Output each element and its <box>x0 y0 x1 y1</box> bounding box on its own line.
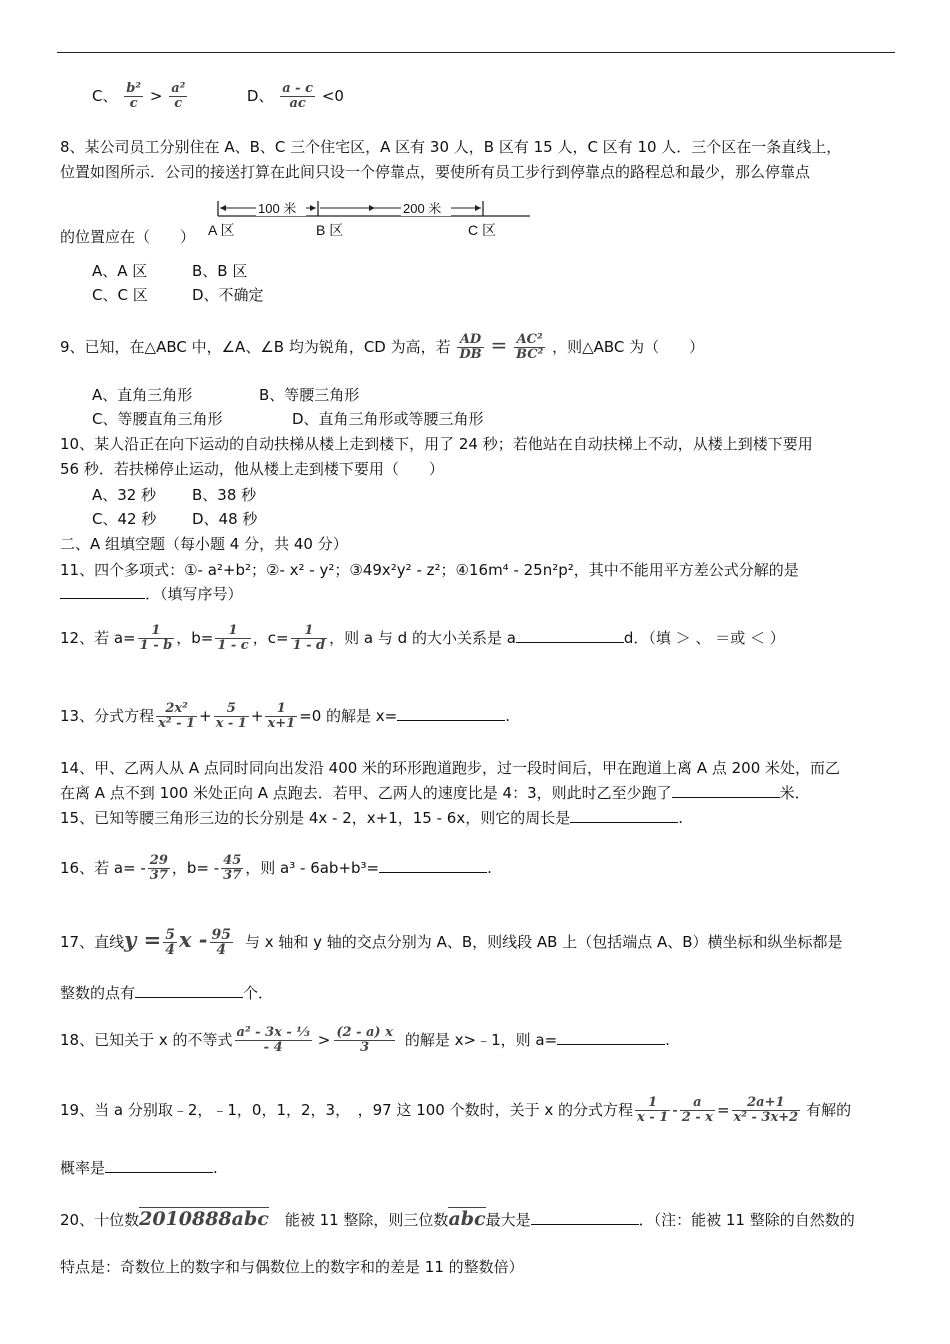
q15-answer-blank[interactable] <box>570 808 678 823</box>
q10-option-d: D、48 秒 <box>192 510 258 528</box>
fraction-inequality-left: $\frac{\text{a² - 3x - ⅓}}{- 4}$ <box>236 1025 310 1055</box>
fraction-5-over-4: $\frac{5}{4}$ <box>165 927 175 958</box>
fraction-inequality-right: $\frac{(2 - a) x}{3}$ <box>336 1025 393 1055</box>
q19-answer-blank[interactable] <box>105 1158 213 1173</box>
q8-option-c: C、C 区 <box>92 286 148 304</box>
q10-option-a: A、32 秒 <box>92 486 157 504</box>
overlined-number-2010888abc: 2010888abc <box>139 1208 269 1230</box>
equation-y-equals: y = <box>124 927 162 952</box>
fraction-ad-over-db: $\frac{AD}{DB}$ <box>459 332 482 362</box>
fraction-a2-over-c: $\frac{\text{a²}}{c}$ <box>171 81 186 111</box>
q20-answer-blank[interactable] <box>531 1210 639 1225</box>
q13-line: 13、分式方程 $\frac{\text{2x²}}{\text{x² - 1}}$ + $\frac{5}{x - 1}$ + $\frac{1}{x+1}$ =0 的解是 x= . <box>60 701 511 731</box>
q8-line3: 的位置应在（ ） <box>60 228 196 246</box>
q11-line2: ．（填写序号） <box>60 584 243 604</box>
q9-option-a: A、直角三角形 <box>92 386 193 404</box>
q8-options-row1 <box>92 261 247 281</box>
q11-answer-blank[interactable] <box>60 584 145 599</box>
fraction-ac2-over-bc2: $\frac{\text{AC²}}{\text{BC²}}$ <box>516 332 544 362</box>
fraction-2a-plus-1-over-quadratic: $\frac{2a+1}{\text{x² - 3x+2}}$ <box>733 1095 799 1125</box>
q17-answer-blank[interactable] <box>135 983 243 998</box>
q8-distance-diagram <box>200 193 540 243</box>
q16-line: 16、若 a= - $\frac{29}{37}$ ，b= - $\frac{45}{37}$ ，则 a³ - 6ab+b³= . <box>60 853 492 883</box>
label-area-c: C 区 <box>468 222 496 238</box>
label-dist-ab: 100 米 <box>258 201 297 216</box>
q11-line1: 11、四个多项式：①- a²+b²；②- x² - y²；③49x²y² - z²；④16m⁴ - 25n²p²，其中不能用平方差公式分解的是 <box>60 561 799 579</box>
fraction-45-over-37: $\frac{45}{37}$ <box>223 853 242 883</box>
header-rule <box>57 52 895 53</box>
fraction-1-over-1-minus-c: $\frac{1}{1 - c}$ <box>217 623 249 653</box>
q9-option-d: D、直角三角形或等腰三角形 <box>292 410 484 428</box>
fraction-a-over-2-minus-x: $\frac{a}{2 - x}$ <box>681 1095 713 1125</box>
q9-options-row2 <box>92 409 484 429</box>
q19-line1: 19、当 a 分别取﹣2，﹣1，0，1，2，3， ，97 这 100 个数时，关于 x 的分式方程 $\frac{1}{x - 1}$ - $\frac{a}{2 - x}$ = $\frac{2a+1}{\text{x² - 3x+2}}$ 有解的 <box>60 1095 852 1125</box>
q20-line1: 20、十位数2010888abc 能被 11 整除，则三位数abc最大是 ．（注：能被 11 整除的自然数的 <box>60 1208 855 1230</box>
q9-line1: 9、已知，在△ABC 中，∠A、∠B 均为锐角，CD 为高，若 $\frac{AD}{DB}$ = $\frac{\text{AC²}}{\text{BC²}}$ ，则△ABC 为（ ） <box>60 332 705 362</box>
q8-line2: 位置如图所示．公司的接送打算在此间只设一个停靠点，要使所有员工步行到停靠点的路程总和最少，那么停靠点 <box>60 163 811 181</box>
q14-answer-blank[interactable] <box>672 783 780 798</box>
q18-line: 18、已知关于 x 的不等式 $\frac{\text{a² - 3x - ⅓}}{- 4}$ > $\frac{(2 - a) x}{3}$ 的解是 x>﹣1，则 a= . <box>60 1025 670 1055</box>
q10-options-row2 <box>92 509 257 529</box>
q7-options: C、 $\frac{\text{b²}}{c}$ > $\frac{\text{a²}}{c}$ D、 $\frac{a - c}{ac}$ <0 <box>92 81 344 111</box>
fraction-5-over-x-minus-1: $\frac{5}{x - 1}$ <box>215 701 247 731</box>
fraction-95-over-4: $\frac{95}{4}$ <box>211 927 231 958</box>
label-dist-bc: 200 米 <box>403 201 442 216</box>
option-d-label: D、 <box>246 87 274 105</box>
q8-option-d: D、不确定 <box>192 286 264 304</box>
q9-options-row1 <box>92 385 359 405</box>
label-area-b: B 区 <box>316 222 344 238</box>
fraction-1-over-x-minus-1: $\frac{1}{x - 1}$ <box>637 1095 669 1125</box>
q8-options-row2 <box>92 285 264 305</box>
q10-option-c: C、42 秒 <box>92 510 157 528</box>
fraction-2x2-over-x2-minus-1: $\frac{\text{2x²}}{\text{x² - 1}}$ <box>158 701 196 731</box>
q12-answer-blank[interactable] <box>516 628 624 643</box>
q14-line2: 在离 A 点不到 100 米处正向 A 点跑去．若甲、乙两人的速度比是 4：3，则此时乙至少跑了 米． <box>60 784 810 802</box>
fraction-1-over-1-minus-d: $\frac{1}{1 - d}$ <box>292 623 326 653</box>
fraction-1-over-x-plus-1: $\frac{1}{x+1}$ <box>267 701 296 731</box>
q20-line2: 特点是：奇数位上的数字和与偶数位上的数字和的差是 11 的整数倍） <box>60 1258 524 1276</box>
fraction-b2-over-c: $\frac{\text{b²}}{c}$ <box>126 81 142 111</box>
q15-line: 15、已知等腰三角形三边的长分别是 4x - 2，x+1，15 - 6x，则它的周长是 . <box>60 809 683 827</box>
fraction-1-over-1-minus-b: $\frac{1}{1 - b}$ <box>139 623 173 653</box>
q18-answer-blank[interactable] <box>557 1030 665 1045</box>
q12-line: 12、若 a= $\frac{1}{1 - b}$ ，b= $\frac{1}{1 - c}$ ，c= $\frac{1}{1 - d}$ ，则 a 与 d 的大小关系是 a d．（填 ＞ 、 ＝或 ＜ ） <box>60 623 785 653</box>
q8-option-a: A、A 区 <box>92 262 148 280</box>
label-area-a: A 区 <box>208 222 235 238</box>
q10-line2: 56 秒．若扶梯停止运动，他从楼上走到楼下要用（ ） <box>60 460 444 478</box>
section-2-heading: 二、A 组填空题（每小题 4 分，共 40 分） <box>60 535 348 553</box>
q10-option-b: B、38 秒 <box>192 486 257 504</box>
q9-option-b: B、等腰三角形 <box>259 386 360 404</box>
q10-options-row1 <box>92 485 256 505</box>
q17-line2: 整数的点有 个． <box>60 984 274 1002</box>
q16-answer-blank[interactable] <box>379 858 487 873</box>
q14-line1: 14、甲、乙两人从 A 点同时同向出发沿 400 米的环形跑道跑步，过一段时间后，甲在跑道上离 A 点 200 米处，而乙 <box>60 759 841 777</box>
q10-line1: 10、某人沿正在向下运动的自动扶梯从楼上走到楼下，用了 24 秒；若他站在自动扶梯上不动，从楼上到楼下要用 <box>60 435 813 453</box>
q9-option-c: C、等腰直角三角形 <box>92 410 223 428</box>
q19-line2: 概率是 . <box>60 1159 218 1177</box>
overlined-number-abc: abc <box>448 1208 486 1230</box>
option-c-label: C、 <box>92 87 118 105</box>
fraction-a-minus-c-over-ac: $\frac{a - c}{ac}$ <box>282 81 314 111</box>
fraction-29-over-37: $\frac{29}{37}$ <box>149 853 168 883</box>
q8-option-b: B、B 区 <box>192 262 248 280</box>
q8-line1: 8、某公司员工分别住在 A、B、C 三个住宅区，A 区有 30 人，B 区有 15 人，C 区有 10 人．三个区在一条直线上， <box>60 138 842 156</box>
q13-answer-blank[interactable] <box>397 706 505 721</box>
q17-line1: 17、直线y = $\frac{5}{4}$ x - $\frac{95}{4}$ 与 x 轴和 y 轴的交点分别为 A、B，则线段 AB 上（包括端点 A、B）横坐标和纵坐标都是 <box>60 927 843 958</box>
